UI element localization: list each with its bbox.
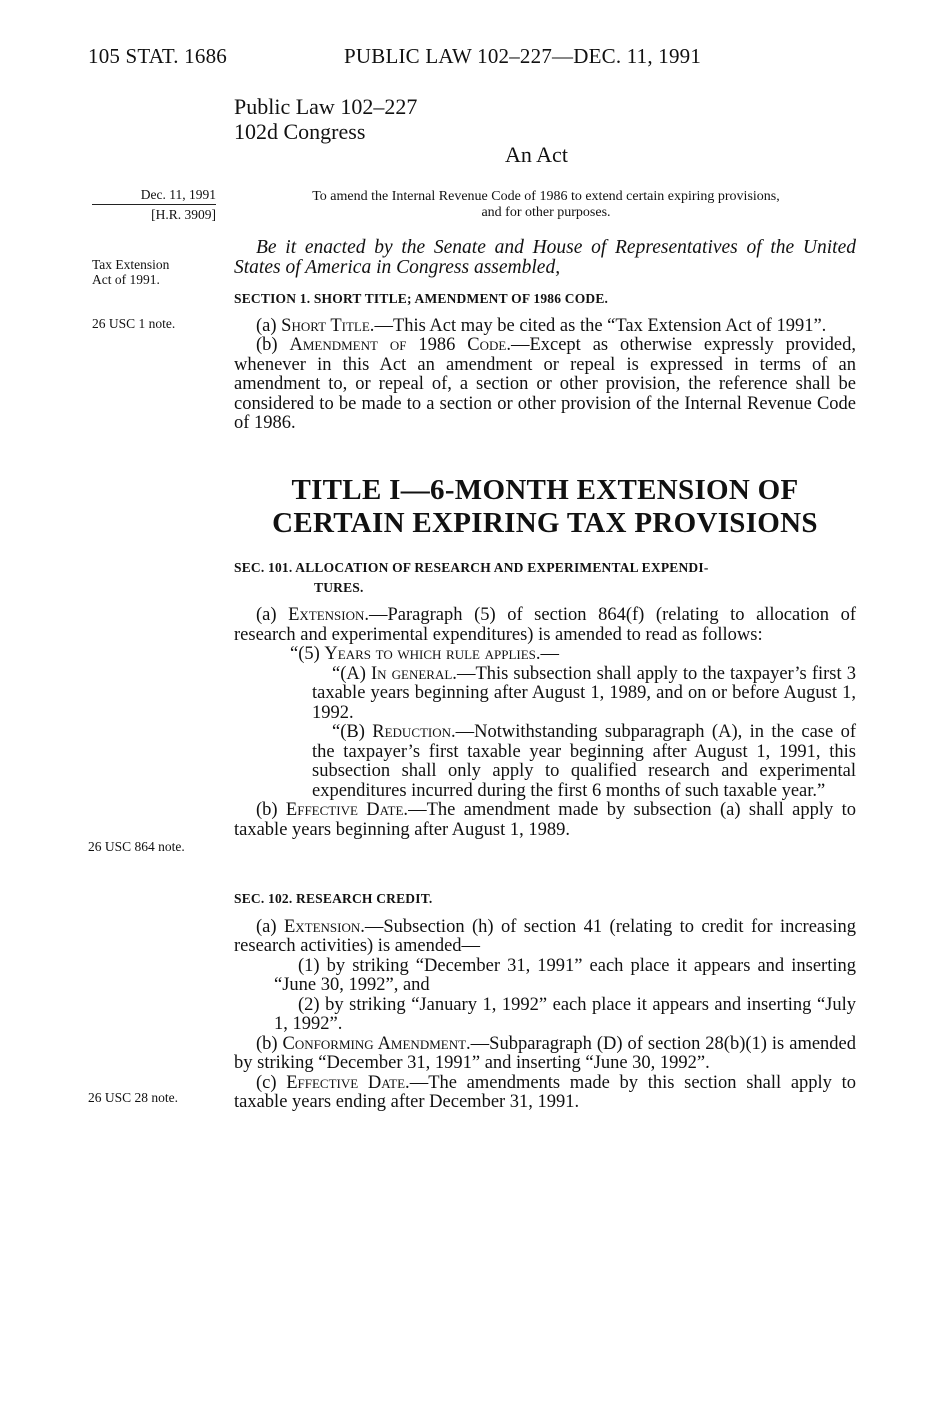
section-1-a-text: —This Act may be cited as the “Tax Extension Act of 1991”. <box>374 315 827 336</box>
subparagraph-A <box>234 665 856 724</box>
section-101-heading <box>234 558 856 597</box>
subparagraph-A-caption: In general. <box>371 663 457 684</box>
paragraph-5-label: “(5) <box>290 644 325 664</box>
section-102-a-label: (a) <box>256 916 284 937</box>
section-101-heading-line-1: SEC. 101. ALLOCATION OF RESEARCH AND EXPERIMENTAL EXPENDI- <box>234 560 709 575</box>
section-101-a <box>234 606 856 645</box>
margin-usc-note-28: 26 USC 28 note. <box>88 1090 179 1105</box>
section-102-heading: SEC. 102. RESEARCH CREDIT. <box>234 891 433 906</box>
section-101-b-text: —The amendment made by subsection (a) shall apply to taxable years beginning after August 1, 1989. <box>234 800 856 840</box>
running-head <box>88 44 788 69</box>
section-1-b-label: (b) <box>256 335 290 355</box>
margin-short-title-line1: Tax Extension <box>92 257 170 272</box>
section-101-heading-line-2: TURES. <box>314 579 364 595</box>
section-101-b-caption: Effective Date. <box>285 800 409 820</box>
section-102-a-caption: Extension. <box>283 916 365 937</box>
section-102-a-item-2: (2) by striking “January 1, 1992” each place it appears and inserting “July 1, 1992”. <box>274 994 856 1034</box>
paragraph-5 <box>234 645 856 665</box>
enacting-clause-text: Be it enacted by the Senate and House of Representatives of the United States of America in Congress assembled, <box>234 237 856 278</box>
section-102-a-item-1: (1) by striking “December 31, 1991” each place it appears and inserting “June 30, 1992”, and <box>274 955 856 995</box>
purpose-line-2: and for other purposes. <box>481 205 611 220</box>
purpose-line-1: To amend the Internal Revenue Code of 1986 to extend certain expiring provisions, <box>312 189 780 204</box>
margin-usc-note-1: 26 USC 1 note. <box>92 316 176 331</box>
margin-enactment-date: Dec. 11, 1991 <box>92 187 216 205</box>
section-101-b-label: (b) <box>256 800 286 820</box>
section-101-a-label: (a) <box>256 605 289 625</box>
section-102-c <box>234 1074 856 1113</box>
section-102-c-caption: Effective Date. <box>286 1072 410 1093</box>
subparagraph-B <box>234 723 856 801</box>
an-act-heading: An Act <box>505 142 568 167</box>
paragraph-5-dash: — <box>540 644 560 664</box>
subparagraph-B-caption: Reduction. <box>372 722 456 742</box>
section-101-a-text: —Paragraph (5) of section 864(f) (relating to allocation of research and experimental expenditures) is amended to read as follows: <box>234 605 856 645</box>
paragraph-5-caption: Years to which rule applies. <box>324 644 541 664</box>
section-1-b <box>234 336 856 434</box>
section-102-b-text: —Subparagraph (D) of section 28(b)(1) is amended by striking “December 31, 1991” and inserting “June 30, 1992”. <box>234 1033 857 1073</box>
section-1-b-caption: Amendment of 1986 Code. <box>289 335 511 355</box>
section-102-c-label: (c) <box>256 1072 287 1093</box>
section-102-a-text: —Subsection (h) of section 41 (relating to credit for increasing research activities) is amended— <box>234 916 856 956</box>
section-102-b-caption: Conforming Amendment. <box>282 1033 471 1054</box>
subparagraph-B-text: —Notwithstanding subparagraph (A), in the case of the taxpayer’s first taxable year beginning after August 1, 1991, this subsection shall only apply to qualified research and experimental expenditures incurred during the first 6 months of such taxable year.” <box>312 722 857 801</box>
public-law-number: Public Law 102–227 <box>234 94 418 119</box>
act-purpose <box>234 189 858 221</box>
section-102-b <box>234 1035 856 1074</box>
enacting-clause <box>234 238 856 278</box>
section-102-c-text: —The amendments made by this section shall apply to taxable years ending after December 31, 1991. <box>234 1072 856 1112</box>
section-1-heading: SECTION 1. SHORT TITLE; AMENDMENT OF 1986 CODE. <box>234 291 609 306</box>
section-102-a <box>234 918 856 957</box>
margin-bill-number: [H.R. 3909] <box>151 207 216 222</box>
margin-usc-note-864: 26 USC 864 note. <box>88 839 185 854</box>
section-101-a-caption: Extension. <box>288 605 370 625</box>
title-1-line-1: TITLE I—6-MONTH EXTENSION OF <box>291 474 799 506</box>
subparagraph-A-text: —This subsection shall apply to the taxpayer’s first 3 taxable years beginning after August 1, 1989, and on or before August 1, 1992. <box>312 663 856 723</box>
title-1-heading <box>234 474 856 540</box>
title-1-line-2: CERTAIN EXPIRING TAX PROVISIONS <box>272 507 818 539</box>
section-102 <box>234 889 856 1113</box>
section-101-b <box>234 801 856 840</box>
section-101 <box>234 558 856 840</box>
page-stat-number: 105 STAT. 1686 <box>88 44 227 68</box>
section-1-b-text: —Except as otherwise expressly provided, whenever in this Act an amendment or repeal is expressed in terms of an amendment to, or repeal of, a section or other provision, the reference shall be considered to be made to a section or other provision of the Internal Revenue Code of 1986. <box>234 335 857 433</box>
section-102-b-label: (b) <box>256 1033 283 1054</box>
law-title-block <box>234 94 417 144</box>
congress-number: 102d Congress <box>234 119 366 144</box>
subparagraph-B-label: “(B) <box>332 722 373 742</box>
subparagraph-A-label: “(A) <box>332 663 371 684</box>
section-1-a <box>234 317 856 337</box>
margin-short-title-line2: Act of 1991. <box>92 272 160 287</box>
section-1 <box>234 289 856 434</box>
section-1-a-caption: Short Title. <box>281 315 375 336</box>
margin-short-title <box>92 257 169 287</box>
running-head-law-date: PUBLIC LAW 102–227—DEC. 11, 1991 <box>344 44 702 68</box>
section-1-a-label: (a) <box>256 315 282 336</box>
